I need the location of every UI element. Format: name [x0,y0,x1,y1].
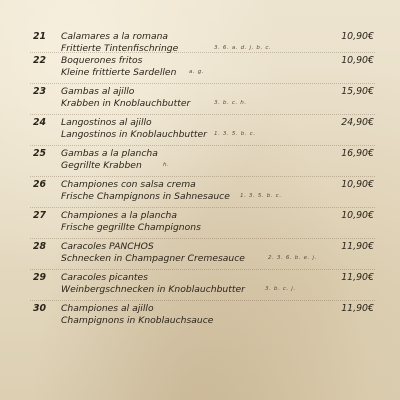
item-number: 29 [33,272,47,283]
row-separator [30,269,375,270]
item-number: 30 [33,303,47,314]
item-name-german: Frische Champignons in Sahnesauce [61,191,230,202]
item-number: 28 [33,241,47,252]
item-allergens: 1. 3. 5. b. c. [240,193,282,199]
item-price: 10,90€ [341,210,374,221]
item-number: 27 [33,210,47,221]
item-name-german: Frische gegrillte Champignons [61,222,201,233]
item-name-german: Weinbergschnecken in Knoblauchbutter [61,284,245,295]
item-price: 24,90€ [341,117,374,128]
menu-item [0,86,400,117]
item-name-german: Langostinos in Knoblauchbutter [61,129,207,140]
row-separator [30,83,375,84]
item-name-german: Frittierte Tintenfischringe [61,43,179,54]
item-name-spanish: Championes con salsa crema [61,179,196,190]
row-separator [30,207,375,208]
item-allergens: 1. 3. 5. b. c. [214,131,256,137]
item-name-german: Krabben in Knoblauchbutter [61,98,191,109]
item-allergens: h. [163,162,170,168]
item-name-german: Gegrillte Krabben [61,160,142,171]
item-name-german: Champignons in Knoblauchsauce [61,315,214,326]
item-number: 26 [33,179,47,190]
item-name-german: Schnecken in Champagner Cremesauce [61,253,245,264]
item-number: 25 [33,148,47,159]
menu-item [0,117,400,148]
item-name-spanish: Gambas al ajillo [61,86,135,97]
item-price: 11,90€ [341,272,374,283]
item-name-spanish: Caracoles picantes [61,272,148,283]
item-price: 15,90€ [341,86,374,97]
menu-item [0,55,400,86]
menu-item [0,210,400,241]
item-price: 10,90€ [341,55,374,66]
item-number: 22 [33,55,47,66]
item-name-spanish: Langostinos al ajillo [61,117,152,128]
item-name-spanish: Boquerones fritos [61,55,143,66]
item-name-spanish: Championes al ajillo [61,303,154,314]
row-separator [30,176,375,177]
menu-item [0,179,400,210]
item-price: 10,90€ [341,179,374,190]
item-name-spanish: Gambas a la plancha [61,148,158,159]
item-number: 24 [33,117,47,128]
menu-item [0,148,400,179]
menu-item [0,303,400,334]
item-price: 10,90€ [341,31,374,42]
item-name-spanish: Caracoles PANCHOS [61,241,154,252]
item-number: 21 [33,31,47,42]
item-price: 11,90€ [341,303,374,314]
row-separator [30,52,375,53]
item-name-german: Kleine frittierte Sardellen [61,67,177,78]
row-separator [30,114,375,115]
item-allergens: 3. b. c. h. [214,100,247,106]
item-name-spanish: Calamares a la romana [61,31,169,42]
item-name-spanish: Championes a la plancha [61,210,178,221]
row-separator [30,238,375,239]
item-price: 11,90€ [341,241,374,252]
menu-item [0,241,400,272]
item-allergens: a. g. [189,69,205,75]
item-price: 16,90€ [341,148,374,159]
row-separator [30,145,375,146]
row-separator [30,300,375,301]
menu-item [0,272,400,303]
item-allergens: 3. b. c. j. [265,286,296,292]
item-allergens: 2. 3. 6. b. e. j. [268,255,317,261]
item-allergens: 3. 6. a. d. j. b. c. [214,45,272,51]
item-number: 23 [33,86,47,97]
